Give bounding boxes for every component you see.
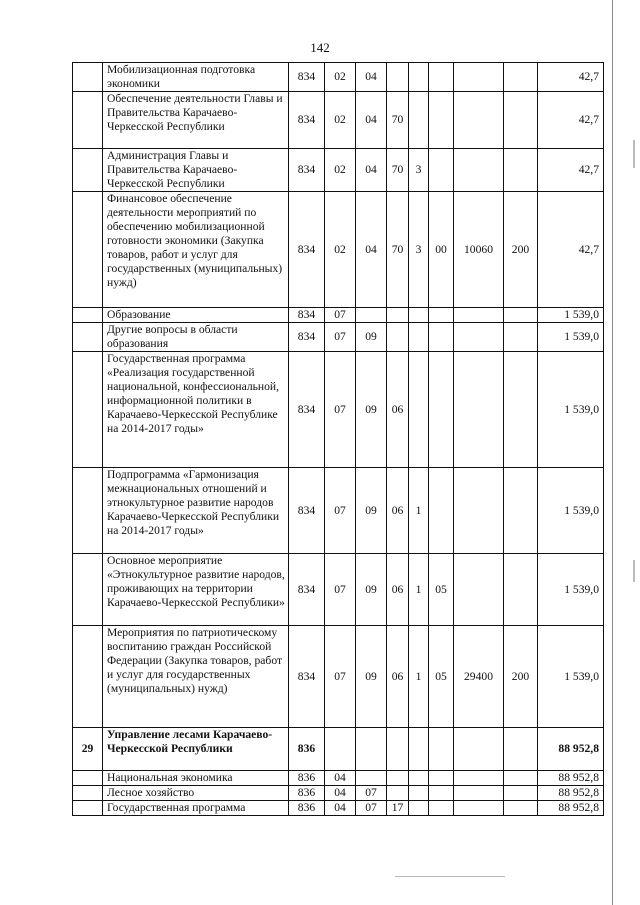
code-cell (454, 554, 504, 626)
code-cell: 70 (387, 149, 409, 192)
code-cell (454, 786, 504, 801)
code-cell: 04 (356, 149, 387, 192)
code-cell: 07 (356, 786, 387, 801)
code-cell: 29400 (454, 626, 504, 728)
row-name-cell: Лесное хозяйство (103, 786, 289, 801)
code-cell: 02 (325, 192, 356, 308)
row-name-cell: Государственная программа «Реализация государственной национальной, конфессиональной, информационной политики в Карачаево-Черкесской Республике на 2014-2017 годы» (103, 352, 289, 468)
code-cell (504, 786, 538, 801)
table-row (73, 308, 604, 323)
code-cell: 04 (325, 771, 356, 786)
code-cell: 834 (289, 554, 325, 626)
code-cell: 836 (289, 801, 325, 816)
code-cell (504, 149, 538, 192)
code-cell (504, 728, 538, 771)
code-cell: 09 (356, 323, 387, 352)
code-cell (429, 728, 454, 771)
code-cell: 836 (289, 771, 325, 786)
row-name-cell: Другие вопросы в области образования (103, 323, 289, 352)
row-number-cell (73, 149, 103, 192)
code-cell (409, 92, 429, 149)
row-number-cell (73, 626, 103, 728)
table-row (73, 554, 604, 626)
code-cell: 09 (356, 352, 387, 468)
code-cell: 04 (356, 92, 387, 149)
table-row (73, 149, 604, 192)
table-body (73, 63, 604, 816)
code-cell: 834 (289, 323, 325, 352)
table-row (73, 92, 604, 149)
code-cell: 10060 (454, 192, 504, 308)
code-cell (409, 323, 429, 352)
amount-cell: 42,7 (538, 92, 604, 149)
table-row (73, 786, 604, 801)
code-cell: 09 (356, 554, 387, 626)
table-row (73, 468, 604, 554)
scan-artifact-line (395, 876, 505, 877)
row-name-cell: Национальная экономика (103, 771, 289, 786)
code-cell: 834 (289, 92, 325, 149)
code-cell: 06 (387, 468, 409, 554)
code-cell (356, 728, 387, 771)
amount-cell: 1 539,0 (538, 468, 604, 554)
code-cell (454, 771, 504, 786)
amount-cell: 88 952,8 (538, 771, 604, 786)
code-cell: 02 (325, 63, 356, 92)
code-cell (409, 63, 429, 92)
code-cell (454, 352, 504, 468)
amount-cell: 42,7 (538, 63, 604, 92)
code-cell: 00 (429, 192, 454, 308)
code-cell: 05 (429, 626, 454, 728)
row-name-cell: Образование (103, 308, 289, 323)
table-row (73, 63, 604, 92)
row-number-cell (73, 801, 103, 816)
code-cell (454, 92, 504, 149)
table-row (73, 192, 604, 308)
code-cell: 200 (504, 192, 538, 308)
code-cell: 200 (504, 626, 538, 728)
code-cell: 836 (289, 786, 325, 801)
scan-edge-mark (633, 560, 635, 582)
code-cell: 02 (325, 149, 356, 192)
code-cell: 836 (289, 728, 325, 771)
code-cell (504, 554, 538, 626)
code-cell (325, 728, 356, 771)
code-cell (504, 801, 538, 816)
row-number-cell: 29 (73, 728, 103, 771)
amount-cell: 1 539,0 (538, 554, 604, 626)
amount-cell: 42,7 (538, 192, 604, 308)
row-number-cell (73, 192, 103, 308)
page-number: 142 (310, 40, 330, 55)
table-row (73, 323, 604, 352)
code-cell (356, 308, 387, 323)
code-cell (387, 308, 409, 323)
code-cell: 04 (356, 63, 387, 92)
row-number-cell (73, 323, 103, 352)
amount-cell: 42,7 (538, 149, 604, 192)
code-cell: 1 (409, 468, 429, 554)
row-number-cell (73, 352, 103, 468)
code-cell (454, 63, 504, 92)
code-cell (429, 786, 454, 801)
code-cell (504, 63, 538, 92)
code-cell: 834 (289, 63, 325, 92)
code-cell: 06 (387, 352, 409, 468)
table-row (73, 352, 604, 468)
budget-table (72, 62, 604, 816)
code-cell (504, 323, 538, 352)
code-cell: 834 (289, 308, 325, 323)
code-cell: 3 (409, 149, 429, 192)
code-cell (387, 323, 409, 352)
row-name-cell: Мобилизационная подготовка экономики (103, 63, 289, 92)
code-cell (409, 352, 429, 468)
code-cell: 3 (409, 192, 429, 308)
code-cell: 07 (325, 323, 356, 352)
code-cell: 06 (387, 626, 409, 728)
code-cell: 70 (387, 92, 409, 149)
code-cell (454, 801, 504, 816)
code-cell: 04 (325, 801, 356, 816)
code-cell (429, 801, 454, 816)
code-cell (429, 63, 454, 92)
row-number-cell (73, 786, 103, 801)
code-cell: 834 (289, 468, 325, 554)
code-cell: 05 (429, 554, 454, 626)
code-cell: 834 (289, 626, 325, 728)
code-cell: 07 (325, 308, 356, 323)
code-cell (454, 149, 504, 192)
table-row (73, 801, 604, 816)
amount-cell: 1 539,0 (538, 352, 604, 468)
code-cell: 04 (325, 786, 356, 801)
code-cell (387, 728, 409, 771)
amount-cell: 1 539,0 (538, 308, 604, 323)
code-cell (454, 323, 504, 352)
code-cell (429, 308, 454, 323)
code-cell (504, 352, 538, 468)
row-name-cell: Основное мероприятие «Этнокультурное развитие народов, проживающих на территории Карачаево-Черкесской Республики» (103, 554, 289, 626)
row-number-cell (73, 468, 103, 554)
row-name-cell: Подпрограмма «Гармонизация межнациональных отношений и этнокультурное развитие народов Карачаево-Черкесской Республики на 2014-2017 годы» (103, 468, 289, 554)
code-cell: 07 (325, 352, 356, 468)
code-cell: 09 (356, 626, 387, 728)
code-cell (429, 92, 454, 149)
code-cell (409, 801, 429, 816)
code-cell: 07 (325, 468, 356, 554)
code-cell (387, 63, 409, 92)
code-cell: 834 (289, 192, 325, 308)
row-number-cell (73, 771, 103, 786)
amount-cell: 88 952,8 (538, 786, 604, 801)
code-cell: 1 (409, 554, 429, 626)
code-cell (429, 149, 454, 192)
code-cell (429, 771, 454, 786)
code-cell: 17 (387, 801, 409, 816)
scan-edge-line (612, 0, 613, 905)
code-cell (387, 786, 409, 801)
row-name-cell: Государственная программа (103, 801, 289, 816)
code-cell: 07 (325, 554, 356, 626)
amount-cell: 1 539,0 (538, 323, 604, 352)
code-cell: 02 (325, 92, 356, 149)
amount-cell: 88 952,8 (538, 728, 604, 771)
code-cell: 06 (387, 554, 409, 626)
code-cell: 07 (325, 626, 356, 728)
code-cell (409, 771, 429, 786)
code-cell (429, 323, 454, 352)
code-cell (504, 468, 538, 554)
table-row (73, 728, 604, 771)
table-row (73, 626, 604, 728)
code-cell: 1 (409, 626, 429, 728)
row-name-cell: Обеспечение деятельности Главы и Правительства Карачаево-Черкесской Республики (103, 92, 289, 149)
code-cell: 09 (356, 468, 387, 554)
code-cell (356, 771, 387, 786)
amount-cell: 88 952,8 (538, 801, 604, 816)
code-cell: 07 (356, 801, 387, 816)
scan-edge-mark (633, 140, 635, 168)
row-number-cell (73, 554, 103, 626)
code-cell: 834 (289, 352, 325, 468)
code-cell (454, 728, 504, 771)
code-cell (409, 786, 429, 801)
code-cell: 834 (289, 149, 325, 192)
amount-cell: 1 539,0 (538, 626, 604, 728)
code-cell (429, 468, 454, 554)
code-cell (504, 92, 538, 149)
table-row (73, 771, 604, 786)
row-number-cell (73, 92, 103, 149)
row-name-cell: Управление лесами Карачаево-Черкесской Республики (103, 728, 289, 771)
code-cell (409, 728, 429, 771)
code-cell: 70 (387, 192, 409, 308)
row-name-cell: Администрация Главы и Правительства Карачаево-Черкесской Республики (103, 149, 289, 192)
code-cell (409, 308, 429, 323)
code-cell (504, 308, 538, 323)
code-cell: 04 (356, 192, 387, 308)
row-name-cell: Финансовое обеспечение деятельности мероприятий по обеспечению мобилизационной готовности экономики (Закупка товаров, работ и услуг для государственных (муниципальных) нужд) (103, 192, 289, 308)
code-cell (504, 771, 538, 786)
code-cell (454, 308, 504, 323)
row-name-cell: Мероприятия по патриотическому воспитанию граждан Российской Федерации (Закупка товаров, работ и услуг для государственных (муниципальных) нужд) (103, 626, 289, 728)
code-cell (454, 468, 504, 554)
code-cell (387, 771, 409, 786)
row-number-cell (73, 63, 103, 92)
code-cell (429, 352, 454, 468)
row-number-cell (73, 308, 103, 323)
